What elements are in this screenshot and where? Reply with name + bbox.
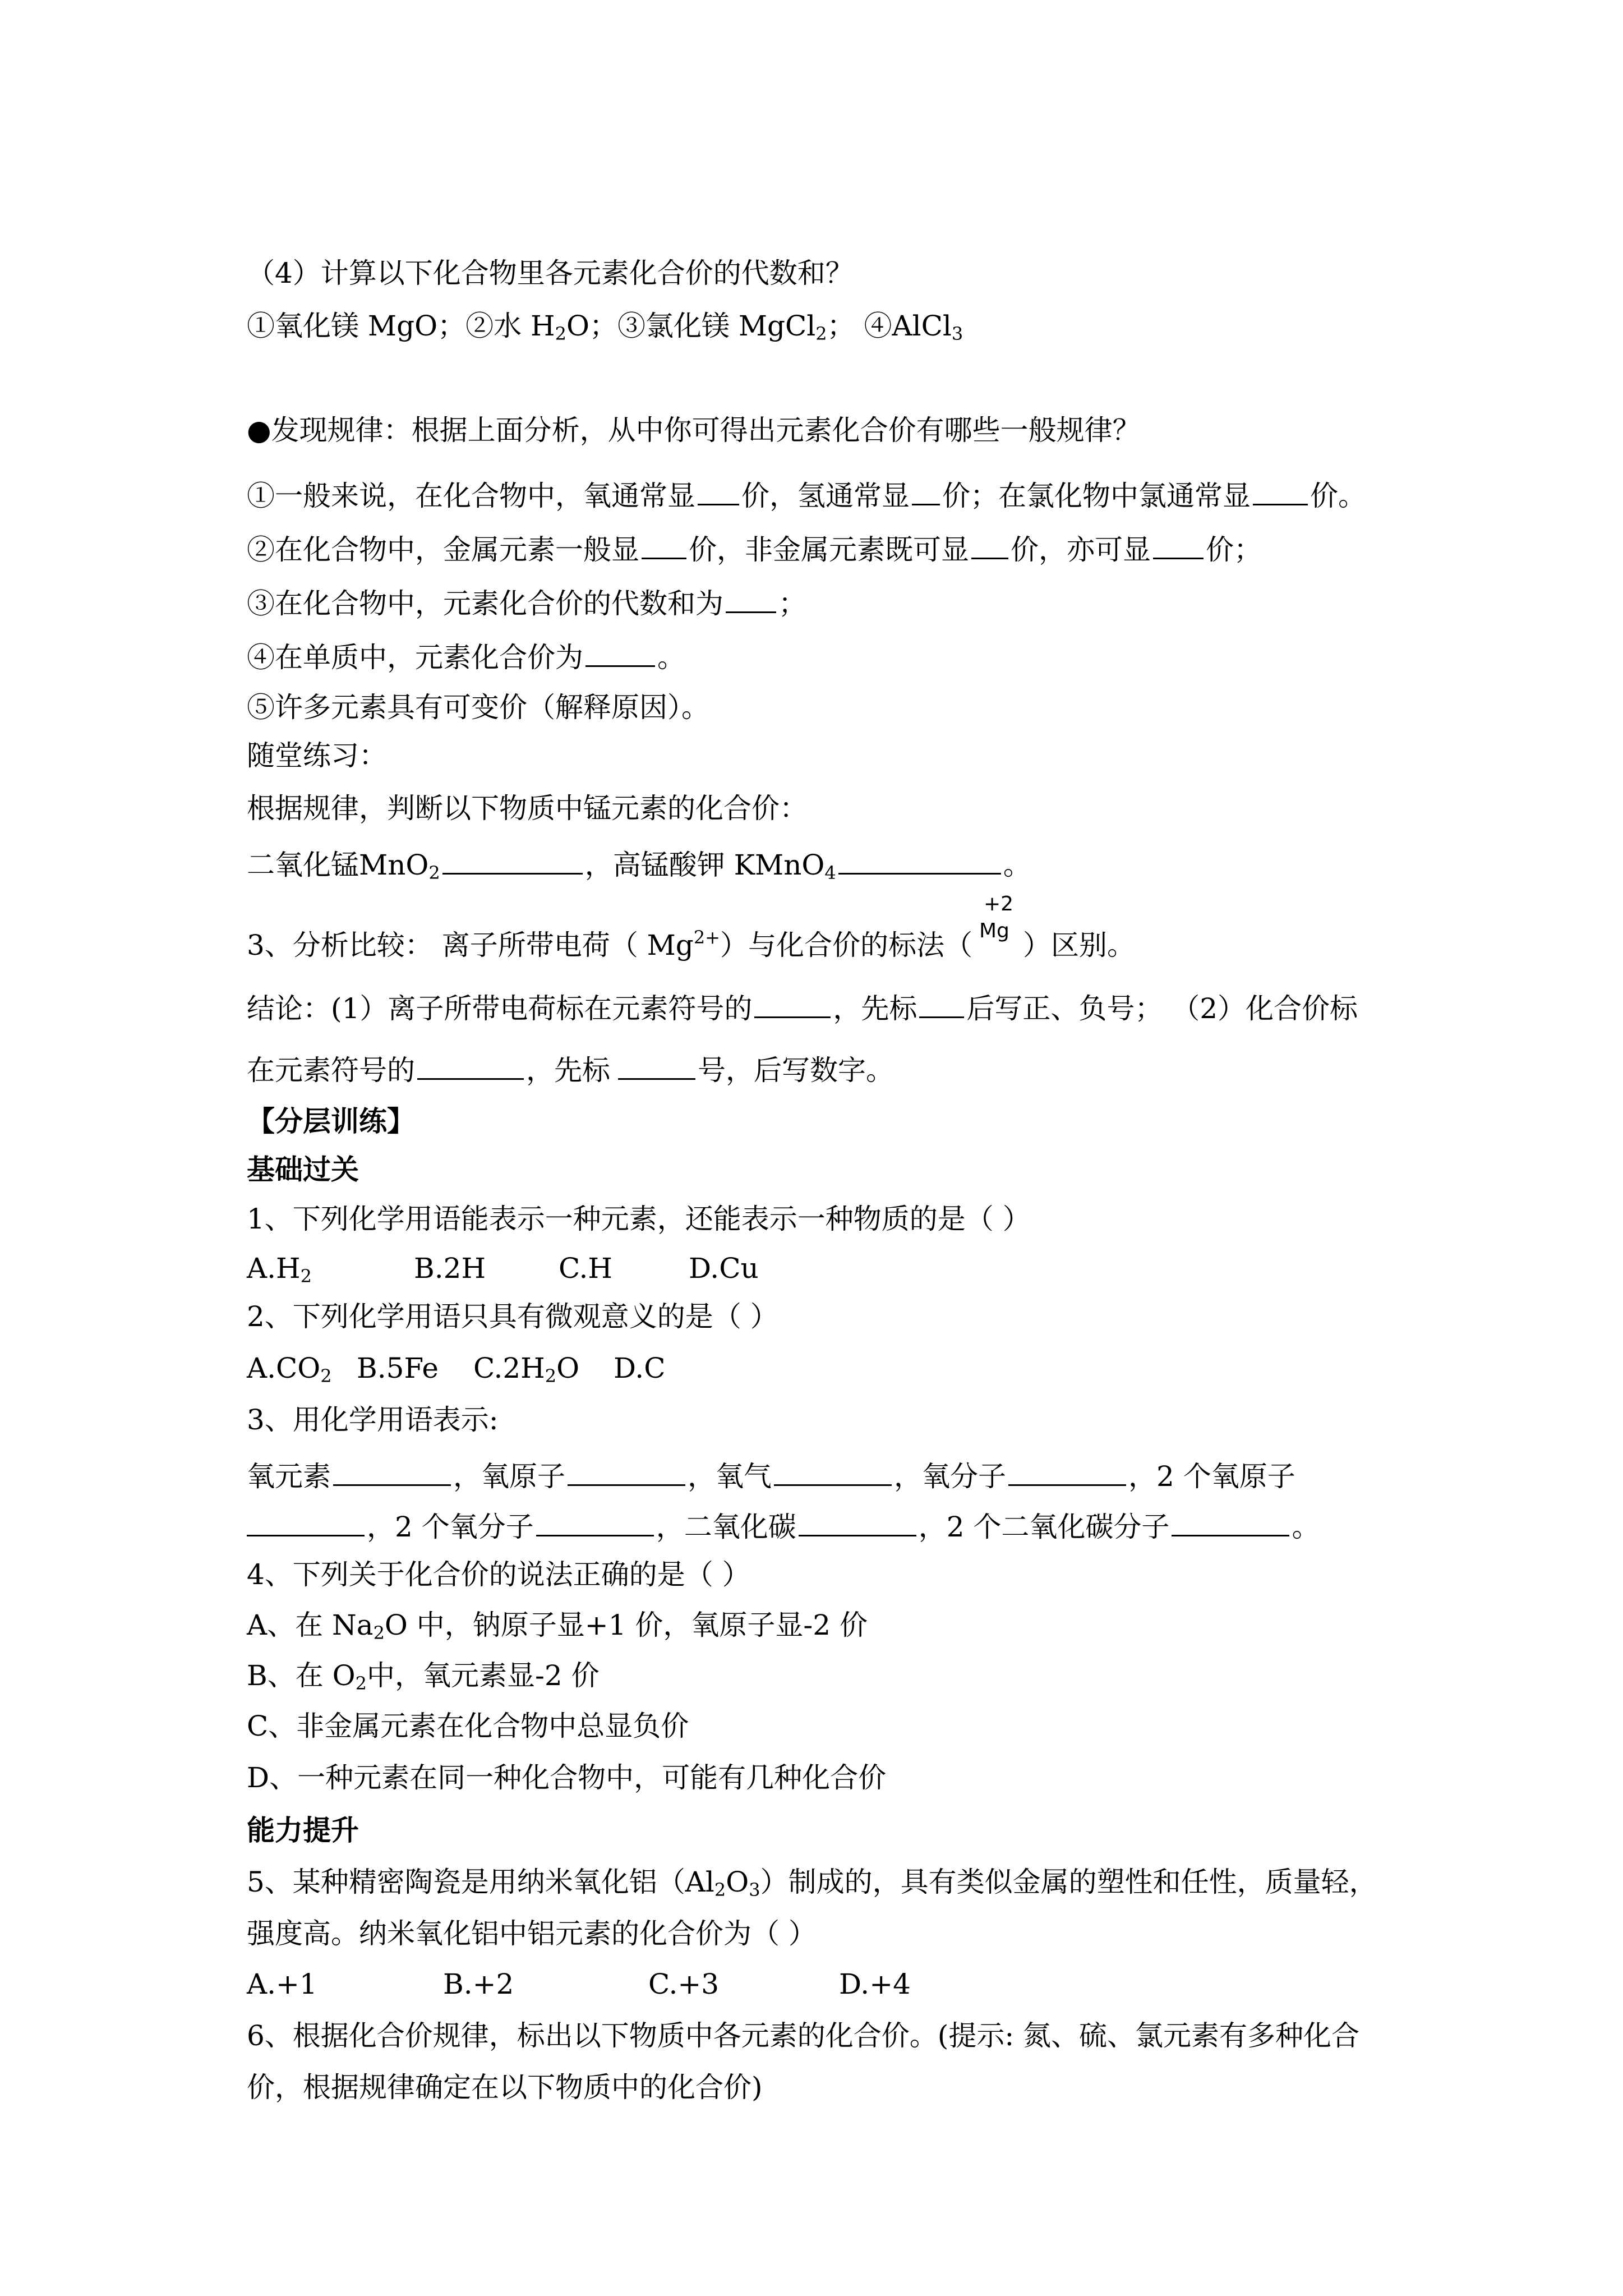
question-1: 1、下列化学用语能表示一种元素，还能表示一种物质的是（ ） [247, 1203, 1031, 1235]
option-d[interactable]: D.Cu [689, 1252, 759, 1285]
blank[interactable] [1008, 1458, 1126, 1486]
blank[interactable] [698, 478, 739, 505]
question-5-line-1: 5、某种精密陶瓷是用纳米氧化铝$(Al_2O_3)$制成的，具有类似金属的塑性和任性，质量轻， [247, 1866, 1377, 1901]
rules-intro: ●发现规律：根据上面分析，从中你可得出元素化合价有哪些一般规律？ [247, 414, 1141, 447]
blank[interactable] [726, 586, 776, 613]
question-3: 3、用化学用语表示: [247, 1404, 499, 1436]
question-6-line-2: 价，根据规律确定在以下物质中的化合价) [247, 2071, 763, 2104]
rule-1: ①一般来说，在化合物中，氧通常显 价，氢通常显 价；在氯化物中氯通常显 价。 [247, 478, 1366, 510]
question-4-option-c[interactable]: C、非金属元素在化合物中总显负价 [247, 1710, 689, 1742]
option-d[interactable]: D.C [614, 1352, 666, 1384]
blank[interactable] [618, 1052, 695, 1080]
blank[interactable] [417, 1052, 524, 1080]
ability-title: 能力提升 [247, 1814, 359, 1847]
option-a[interactable]: $A.CO_2$ [247, 1352, 332, 1387]
practice-title: 随堂练习： [247, 739, 387, 772]
compare-line: 3、分析比较： 离子所带电荷（ $Mg^{2+}$）与化合价的标法（ +2 Mg ）区别。 [247, 892, 1135, 961]
blank[interactable] [774, 1458, 892, 1486]
blank[interactable] [799, 1509, 916, 1536]
question-2: 2、下列化学用语只具有微观意义的是（ ） [247, 1300, 778, 1333]
blank[interactable] [971, 532, 1008, 559]
rule-5: ⑤许多元素具有可变价（解释原因）。 [247, 691, 709, 724]
option-b[interactable]: B.2H [414, 1252, 486, 1285]
question-4-option-b[interactable]: B、在 $O_2$中，氧元素显-2 价 [247, 1659, 600, 1694]
blank[interactable] [754, 991, 831, 1018]
option-c[interactable]: C.H [559, 1252, 612, 1285]
rule-3: ③在化合物中，元素化合价的代数和为 ； [247, 586, 806, 618]
question-6-line-1: 6、根据化合价规律，标出以下物质中各元素的化合价。(提示: 氮、硫、氯元素有多种化合 [247, 2019, 1360, 2052]
option-b[interactable]: B.5Fe [357, 1352, 439, 1384]
question-4-option-a[interactable]: A、在 $Na_2O$ 中，钠原子显+1 价，氧原子显-2 价 [247, 1609, 868, 1644]
practice-prompt: 根据规律，判断以下物质中锰元素的化合价： [247, 792, 808, 825]
valence-notation: +2 Mg [979, 892, 1014, 942]
blank[interactable] [1172, 1509, 1289, 1536]
option-a[interactable]: $A.H_2$ [247, 1252, 312, 1287]
conclusion-line-1: 结论：(1）离子所带电荷标在元素符号的 ，先标 后写正、负号； （2）化合价标 [247, 991, 1358, 1023]
option-c[interactable]: $C.2H_2O$ [473, 1352, 580, 1387]
blank[interactable] [585, 639, 655, 667]
rule-2: ②在化合物中，金属元素一般显 价，非金属元素既可显 价，亦可显 价； [247, 532, 1262, 564]
practice-items: 二氧化锰MnO$_2$ ，高锰酸钾 KMnO$_4$ 。 [247, 847, 1031, 879]
blank[interactable] [1153, 532, 1204, 559]
blank[interactable] [442, 847, 583, 875]
basic-title: 基础过关 [247, 1153, 359, 1186]
blank[interactable] [568, 1458, 685, 1486]
blank[interactable] [838, 847, 1001, 875]
question-4-option-d[interactable]: D、一种元素在同一种化合物中，可能有几种化合价 [247, 1761, 887, 1794]
question-3-line-2: ，2 个氧分子 ，二氧化碳 ，2 个二氧化碳分子 。 [247, 1509, 1320, 1541]
q4-compounds: ①氧化镁 MgO；②水 $H_2O$；③氯化镁 MgCl$_2$； ④AlCl$_3$ [247, 310, 963, 344]
blank[interactable] [247, 1509, 365, 1536]
blank[interactable] [912, 478, 940, 505]
rule-4: ④在单质中，元素化合价为 。 [247, 639, 685, 671]
training-title: 【分层训练】 [247, 1105, 415, 1138]
blank[interactable] [1253, 478, 1308, 505]
blank[interactable] [333, 1458, 451, 1486]
question-4: 4、下列关于化合价的说法正确的是（ ） [247, 1558, 750, 1591]
option-c[interactable]: C.+3 [648, 1968, 720, 2000]
question-5-line-2: 强度高。纳米氧化铝中铝元素的化合价为（ ） [247, 1917, 817, 1950]
question-3-line-1: 氧元素 ，氧原子 ，氧气 ，氧分子 ，2 个氧原子 [247, 1458, 1295, 1490]
blank[interactable] [642, 532, 686, 559]
blank[interactable] [919, 991, 964, 1018]
blank[interactable] [536, 1509, 654, 1536]
conclusion-line-2: 在元素符号的 ，先标 号，后写数字。 [247, 1052, 894, 1084]
option-b[interactable]: B.+2 [443, 1968, 514, 2000]
option-a[interactable]: A.+1 [247, 1968, 317, 2000]
option-d[interactable]: D.+4 [839, 1968, 911, 2000]
q4-title: （4）计算以下化合物里各元素化合价的代数和？ [247, 257, 854, 289]
